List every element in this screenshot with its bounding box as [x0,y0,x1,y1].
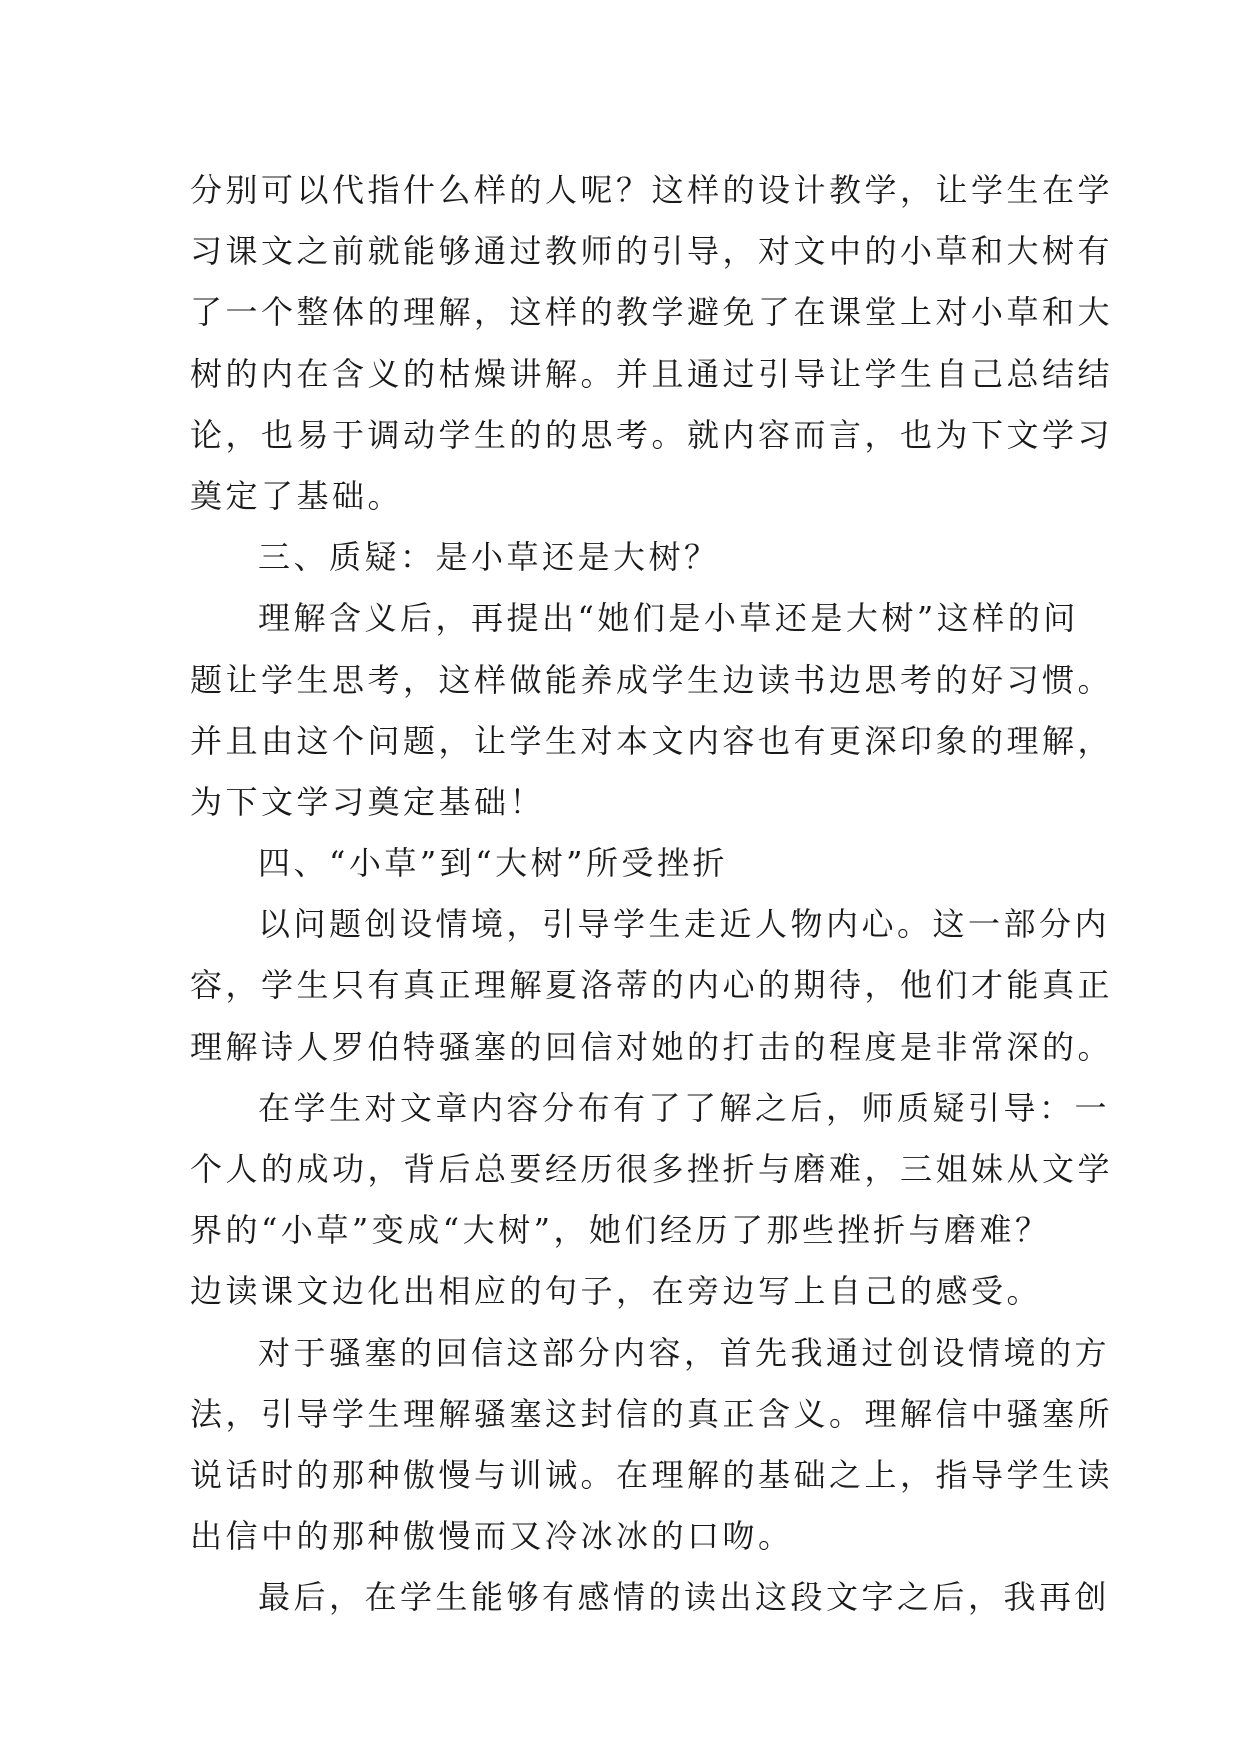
text-line: 法，引导学生理解骚塞这封信的真正含义。理解信中骚塞所 [190,1394,1114,1433]
text-line: 在学生对文章内容分布有了了解之后，师质疑引导：一 [258,1088,1111,1127]
text-line: 并且由这个问题，让学生对本文内容也有更深印象的理解， [190,721,1114,760]
section-heading: 三、质疑：是小草还是大树？ [258,538,720,577]
section-heading: 四、“小草”到“大树”所受挫折 [258,844,728,883]
text-line: 对于骚塞的回信这部分内容，首先我通过创设情境的方 [258,1333,1111,1372]
text-line: 习课文之前就能够通过教师的引导，对文中的小草和大树有 [190,232,1114,271]
text-line: 个人的成功，背后总要经历很多挫折与磨难，三姐妹从文学 [190,1150,1114,1188]
text-line: 理解含义后，再提出“她们是小草还是大树”这样的问 [258,599,1079,638]
text-line: 界的“小草”变成“大树”，她们经历了那些挫折与磨难？ [190,1211,1051,1250]
body-text [190,160,1114,1629]
text-line: 说话时的那种傲慢与训诫。在理解的基础之上，指导学生读 [190,1455,1114,1494]
text-line: 边读课文边化出相应的句子，在旁边写上自己的感受。 [190,1272,1043,1311]
text-line: 出信中的那种傲慢而又冷冰冰的口吻。 [190,1517,794,1556]
text-line: 容，学生只有真正理解夏洛蒂的内心的期待，他们才能真正 [190,966,1114,1005]
text-line: 最后，在学生能够有感情的读出这段文字之后，我再创 [258,1578,1111,1617]
text-line: 题让学生思考，这样做能养成学生边读书边思考的好习惯。 [190,660,1114,699]
text-line: 奠定了基础。 [190,476,404,515]
text-line: 为下文学习奠定基础！ [190,782,546,821]
text-line: 以问题创设情境，引导学生走近人物内心。这一部分内 [258,905,1111,944]
text-line: 树的内在含义的枯燥讲解。并且通过引导让学生自己总结结 [190,354,1114,393]
text-line: 了一个整体的理解，这样的教学避免了在课堂上对小草和大 [190,293,1114,332]
text-line: 理解诗人罗伯特骚塞的回信对她的打击的程度是非常深的。 [190,1027,1114,1066]
text-line: 论，也易于调动学生的的思考。就内容而言，也为下文学习 [190,415,1114,454]
text-line: 分别可以代指什么样的人呢？这样的设计教学，让学生在学 [190,171,1114,209]
